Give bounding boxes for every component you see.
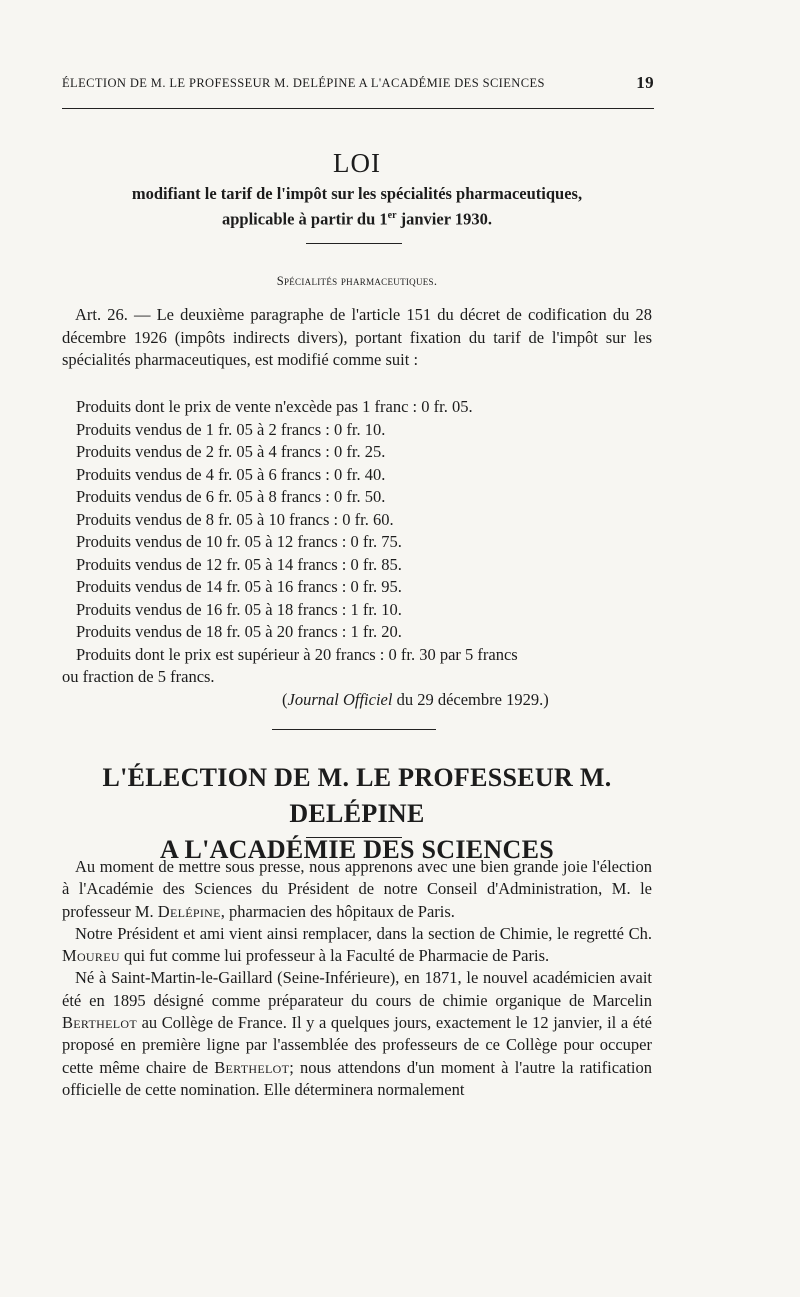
- product-tariff-list: [62, 396, 518, 689]
- section-heading: Spécialités pharmaceutiques.: [276, 274, 438, 288]
- subtitle-sup: er: [387, 210, 397, 221]
- loi-subtitle-line2: [62, 205, 652, 231]
- source-journal: Journal Officiel: [287, 690, 393, 709]
- product-row: Produits vendus de 12 fr. 05 à 14 francs : 0 fr. 85.: [76, 554, 402, 574]
- election-title: [62, 760, 652, 868]
- p2-text-b: qui fut comme lui professeur à la Faculté de Pharmacie de Paris.: [119, 946, 550, 966]
- source-citation: [282, 690, 549, 710]
- subtitle-pre: applicable à partir du 1: [221, 209, 388, 229]
- product-row-last-cont: ou fraction de 5 francs.: [62, 667, 215, 686]
- loi-subtitle: [62, 183, 652, 231]
- loi-divider: [306, 243, 402, 244]
- paragraph-3: [62, 967, 652, 1101]
- p2-name: Moureu: [62, 946, 120, 966]
- product-row: Produits vendus de 18 fr. 05 à 20 francs : 1 fr. 20.: [76, 622, 402, 641]
- page-number: 19: [636, 73, 654, 92]
- p3-name-1: Berthelot: [62, 1013, 137, 1033]
- loi-title: LOI: [333, 148, 381, 178]
- header-rule: [62, 108, 654, 109]
- article-text: Art. 26. — Le deuxième paragraphe de l'article 151 du décret de codification du 28 décembre 1926 (impôts indirects divers), portant fixation du tarif de l'impôt sur les spécialités pharmaceutiques, est modifié comme suit :: [62, 305, 652, 369]
- product-row: Produits vendus de 2 fr. 05 à 4 francs : 0 fr. 25.: [76, 442, 386, 461]
- product-row: Produits vendus de 10 fr. 05 à 12 francs : 0 fr. 75.: [76, 532, 402, 551]
- p1-text-a: Au moment de mettre sous presse, nous apprenons avec une bien grande joie l'élection à l'Académie des Sciences du Président de notre Conseil d'Administration, M. le professeur M.: [62, 857, 652, 921]
- paragraph-2: [62, 923, 652, 968]
- paragraph-1: [62, 856, 652, 923]
- subtitle-post: janvier 1930.: [396, 209, 492, 229]
- p3-text-c: ; nous attendons d'un moment à l'autre la ratification officielle de cette nomination. Elle déterminera normalement: [62, 1057, 653, 1099]
- p1-text-b: , pharmacien des hôpitaux de Paris.: [220, 901, 455, 921]
- p1-name: Delépine: [157, 901, 221, 921]
- section-divider: [272, 729, 436, 730]
- product-row: Produits vendus de 6 fr. 05 à 8 francs : 0 fr. 50.: [76, 487, 386, 506]
- product-row-last: Produits dont le prix est supérieur à 20 francs : 0 fr. 30 par 5 francs: [76, 644, 518, 664]
- election-title-line2: A L'ACADÉMIE DES SCIENCES: [160, 835, 554, 864]
- election-title-line1: L'ÉLECTION DE M. LE PROFESSEUR M. DELÉPINE: [102, 763, 612, 828]
- p3-text-b: au Collège de France. Il y a quelques jours, exactement le 12 janvier, il a été proposé en première ligne par l'assemblée des professeurs de ce Collège pour occuper cette même chaire de: [62, 1013, 652, 1077]
- product-row: Produits vendus de 1 fr. 05 à 2 francs : 0 fr. 10.: [76, 419, 386, 439]
- running-header-title: ÉLECTION DE M. LE PROFESSEUR M. DELÉPINE A L'ACADÉMIE DES SCIENCES: [62, 76, 545, 90]
- p3-text-a: Né à Saint-Martin-le-Gaillard (Seine-Inférieure), en 1871, le nouvel académicien avait été en 1895 désigné comme préparateur du cours de chimie organique de Marcelin: [62, 968, 652, 1010]
- source-open: (: [282, 690, 288, 709]
- product-row: Produits vendus de 8 fr. 05 à 10 francs : 0 fr. 60.: [76, 509, 394, 529]
- article-26: [62, 304, 652, 372]
- p2-text-a: Notre Président et ami vient ainsi remplacer, dans la section de Chimie, le regretté Ch.: [75, 923, 652, 943]
- p3-name-2: Berthelot: [214, 1057, 290, 1077]
- loi-subtitle-line1: modifiant le tarif de l'impôt sur les spécialités pharmaceutiques,: [131, 184, 583, 203]
- product-row: Produits vendus de 16 fr. 05 à 18 francs : 1 fr. 10.: [76, 599, 402, 619]
- election-article: [62, 856, 652, 1101]
- product-row: Produits vendus de 14 fr. 05 à 16 francs : 0 fr. 95.: [76, 577, 402, 596]
- product-row: Produits vendus de 4 fr. 05 à 6 francs : 0 fr. 40.: [76, 464, 386, 484]
- product-row: Produits dont le prix de vente n'excède pas 1 franc : 0 fr. 05.: [76, 397, 473, 416]
- source-rest: du 29 décembre 1929.): [392, 690, 549, 709]
- election-divider: [306, 837, 402, 838]
